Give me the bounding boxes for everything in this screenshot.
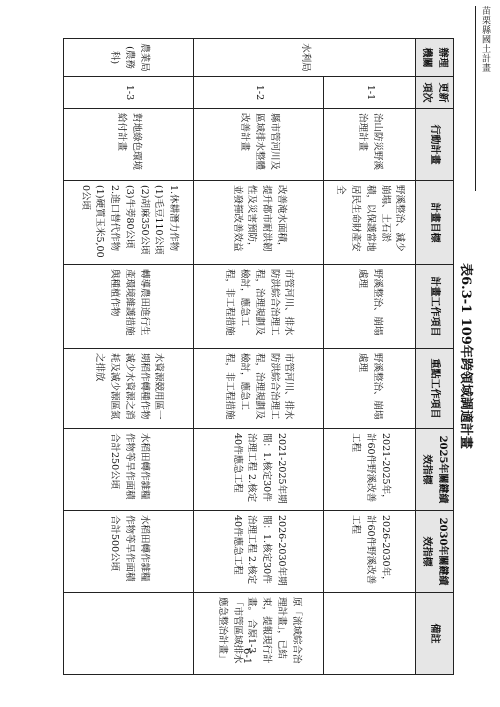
key-work-cell: 野溪整治、崩塌處理 (324, 349, 416, 429)
note-cell: 原「流域綜合治理計畫」，已結束，提報現行計畫。 合原1-3「市管區域排水應急整治計畫」 (194, 593, 324, 675)
item-no-cell: 1-2 (194, 77, 324, 109)
plan-goal-cell: 1.休耕潛力作物 (1)毛豆110公頃 (2)胡麻350公頃 (3)牛蒡80公頃 2.進口替代作物 (1)硬質玉米5,000公頃 (64, 181, 194, 265)
header-plan-goal: 計畫目標 (416, 181, 454, 265)
action-plan-cell: 對地綠色環境給付計畫 (64, 109, 194, 181)
work-items-cell: 市管河川、排水防洪綜合治理工程，治理規劃及檢討，應急工程，非工程措施 (194, 265, 324, 349)
header-kpi-2025: 2025年關鍵績效指標 (416, 429, 454, 511)
kpi-2030-cell: 水稻田轉作雜糧作物等旱作面積合計500公頃 (64, 511, 194, 593)
header-kpi-2030: 2030年關鍵績效指標 (416, 511, 454, 593)
page-number: 6-1 (241, 648, 252, 665)
header-work-items: 計畫工作項目 (416, 265, 454, 349)
table-header-row (416, 39, 454, 675)
kpi-2025-cell: 水稻田轉作雜糧作物等旱作面積合計250公頃 (64, 429, 194, 511)
key-work-cell: 市管河川、排水防洪綜合治理工程，治理規劃及檢討，應急工程，非工程措施 (194, 349, 324, 429)
rotated-table-block (79, 38, 476, 674)
agency-cell: 農業局(農務科) (64, 39, 194, 77)
action-plan-cell: 縣市管河川及區域排水整體改善計畫 (194, 109, 324, 181)
work-items-cell: 野溪整治、崩塌處理 (324, 265, 416, 349)
table-row (194, 39, 324, 675)
agency-cell: 水利局 (194, 39, 416, 77)
table-row (64, 39, 194, 675)
table-caption: 表6.3-1 109年跨領域調適計畫 (458, 263, 473, 449)
work-items-cell: 轉導農田進行生產環境維護措施與種植作物 (64, 265, 194, 349)
note-cell (324, 593, 416, 675)
header-key-work: 重點工作項目 (416, 349, 454, 429)
action-plan-cell: 治山防災野溪治理計畫 (324, 109, 416, 181)
header-item-no: 更新項次 (416, 77, 454, 109)
header-agency: 辦理機關 (416, 39, 454, 77)
item-no-cell: 1-3 (64, 77, 194, 109)
header-action-plan: 行動計畫 (416, 109, 454, 181)
table-row (324, 39, 416, 675)
kpi-2025-cell: 2021-2025年期間：1.核定30件治理工程 2.核定40件應急工程 (194, 429, 324, 511)
document-header-title: 苗栗縣國土計畫 (478, 6, 492, 206)
item-no-cell: 1-1 (324, 77, 416, 109)
kpi-2030-cell: 2026-2030年期間：1.核定30件治理工程 2.核定40件應急工程 (194, 511, 324, 593)
adaptation-plan-table (63, 38, 454, 675)
kpi-2030-cell: 2026-2030年，計60件野溪改善工程 (324, 511, 416, 593)
plan-goal-cell: 野溪整治、減少崩塌、土石淤積，以保護當地居民生命財產安全 (324, 181, 416, 265)
key-work-cell: 水資源競用區一期稻作轉種作物減少水資源之消耗及減少源區氮之排放 (64, 349, 194, 429)
header-note: 備註 (416, 593, 454, 675)
plan-goal-cell: 改善淹水面積，提升都市耐洪韌性及災害預防，並發揮改善效益 (194, 181, 324, 265)
note-cell (64, 593, 194, 675)
kpi-2025-cell: 2021-2025年，計60件野溪改善工程 (324, 429, 416, 511)
